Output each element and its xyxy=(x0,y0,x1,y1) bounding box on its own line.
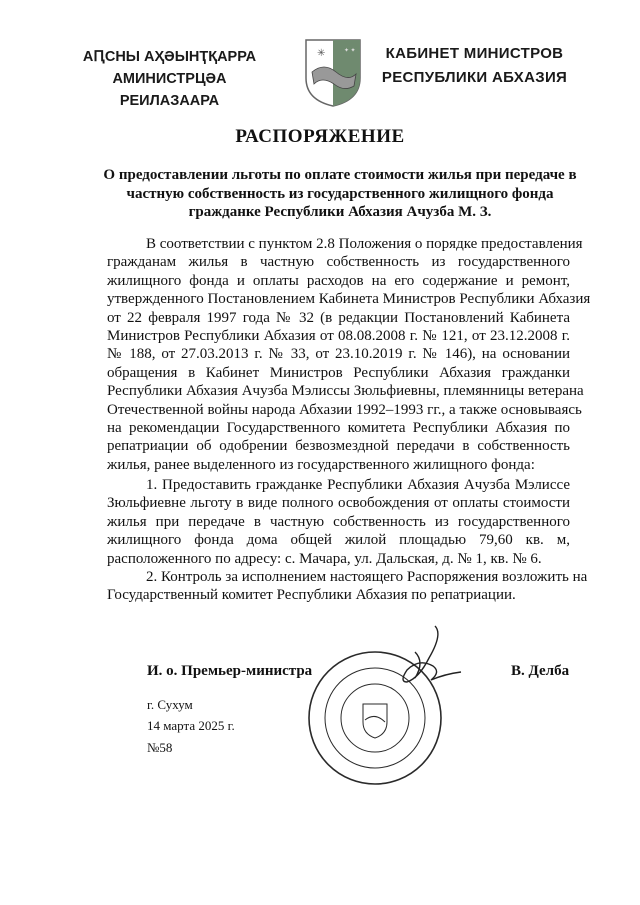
signatory-name: В. Делба xyxy=(511,663,570,679)
preamble-paragraph xyxy=(107,235,591,474)
text-line: Министров Республики Абхазия от 08.08.2008 г. № 121, от 23.12.2008 г. xyxy=(107,328,570,345)
text-line: Государственный комитет Республики Абхазия по репатриации. xyxy=(107,587,516,604)
text-line: Республики Абхазия Ачузба Мэлиссы Зюльфиевны, племянницы ветерана xyxy=(107,383,584,400)
header-abkhaz-line-2: АМИНИСТРЦӘА РЕИЛАЗААРА xyxy=(112,71,227,109)
header-abkhaz-line-1: АԤСНЫ АҲӘЫНҬҚАРРА xyxy=(82,49,257,65)
coat-of-arms-icon xyxy=(304,38,362,108)
text-line: обращения в Кабинет Министров Республики Абхазия гражданки xyxy=(107,364,570,381)
subtitle-line: частную собственность из государственного жилищного фонда xyxy=(126,185,554,202)
header-russian xyxy=(372,42,577,90)
text-line: от 22 февраля 1997 года № 32 (в редакции Постановлений Кабинета xyxy=(107,309,570,326)
document-date: 14 марта 2025 г. xyxy=(147,718,235,733)
text-line: на рекомендации Государственного комитета Республики Абхазия по xyxy=(107,420,570,437)
document-number: №58 xyxy=(147,740,173,755)
header-russian-line-1: КАБИНЕТ МИНИСТРОВ xyxy=(385,45,564,62)
handwritten-signature-icon xyxy=(385,622,465,692)
text-line: жилищного фонда дома общей жилой площадью 79,60 кв. м, xyxy=(107,532,570,549)
svg-text:✳: ✳ xyxy=(317,48,326,59)
signatory-position: И. о. Премьер-министра xyxy=(147,663,313,679)
text-line: 2. Контроль за исполнением настоящего Распоряжения возложить на xyxy=(146,569,588,585)
text-line: утвержденного Постановлением Кабинета Министров Республики Абхазия xyxy=(107,291,591,308)
text-line: жилья при передаче в частную собственность из государственного xyxy=(107,513,570,530)
text-line: № 188, от 27.03.2013 г. № 33, от 23.10.2019 г. № 146), на основании xyxy=(107,346,570,363)
text-line: Отечественной войны народа Абхазии 1992–1993 гг., а также основываясь xyxy=(107,401,582,418)
subtitle-line: О предоставлении льготы по оплате стоимости жилья при передаче в xyxy=(103,167,577,183)
document-title: РАСПОРЯЖЕНИЕ xyxy=(235,126,405,147)
text-line: жилищного фонда и оплаты расходов на его содержание и ремонт, xyxy=(107,272,570,289)
text-line: жилья, ранее выделенного из государственного жилищного фонда: xyxy=(107,456,535,473)
document-subtitle xyxy=(100,166,580,222)
text-line: расположенного по адресу: с. Мачара, ул. Дальская, д. № 1, кв. № 6. xyxy=(107,550,542,567)
text-line: Зюльфиевне льготу в виде полного освобождения от оплаты стоимости xyxy=(107,495,570,512)
text-line: репатриации об одобрении безвозмездной передачи в собственность xyxy=(107,438,570,455)
header-abkhaz xyxy=(62,46,277,112)
text-line: В соответствии с пунктом 2.8 Положения о порядке предоставления xyxy=(146,236,583,252)
svg-text:✦ ✦: ✦ ✦ xyxy=(344,48,356,54)
text-line: гражданам жилья в частную собственность из государственного xyxy=(107,254,570,271)
document-place: г. Сухум xyxy=(147,697,193,712)
item-2-paragraph xyxy=(107,568,588,605)
item-1-paragraph xyxy=(107,476,570,568)
header-russian-line-2: РЕСПУБЛИКИ АБХАЗИЯ xyxy=(381,69,568,86)
text-line: 1. Предоставить гражданке Республики Абхазия Ачузба Мэлиссе xyxy=(146,477,570,493)
subtitle-line: гражданке Республики Абхазия Ачузба М. З. xyxy=(188,204,492,220)
